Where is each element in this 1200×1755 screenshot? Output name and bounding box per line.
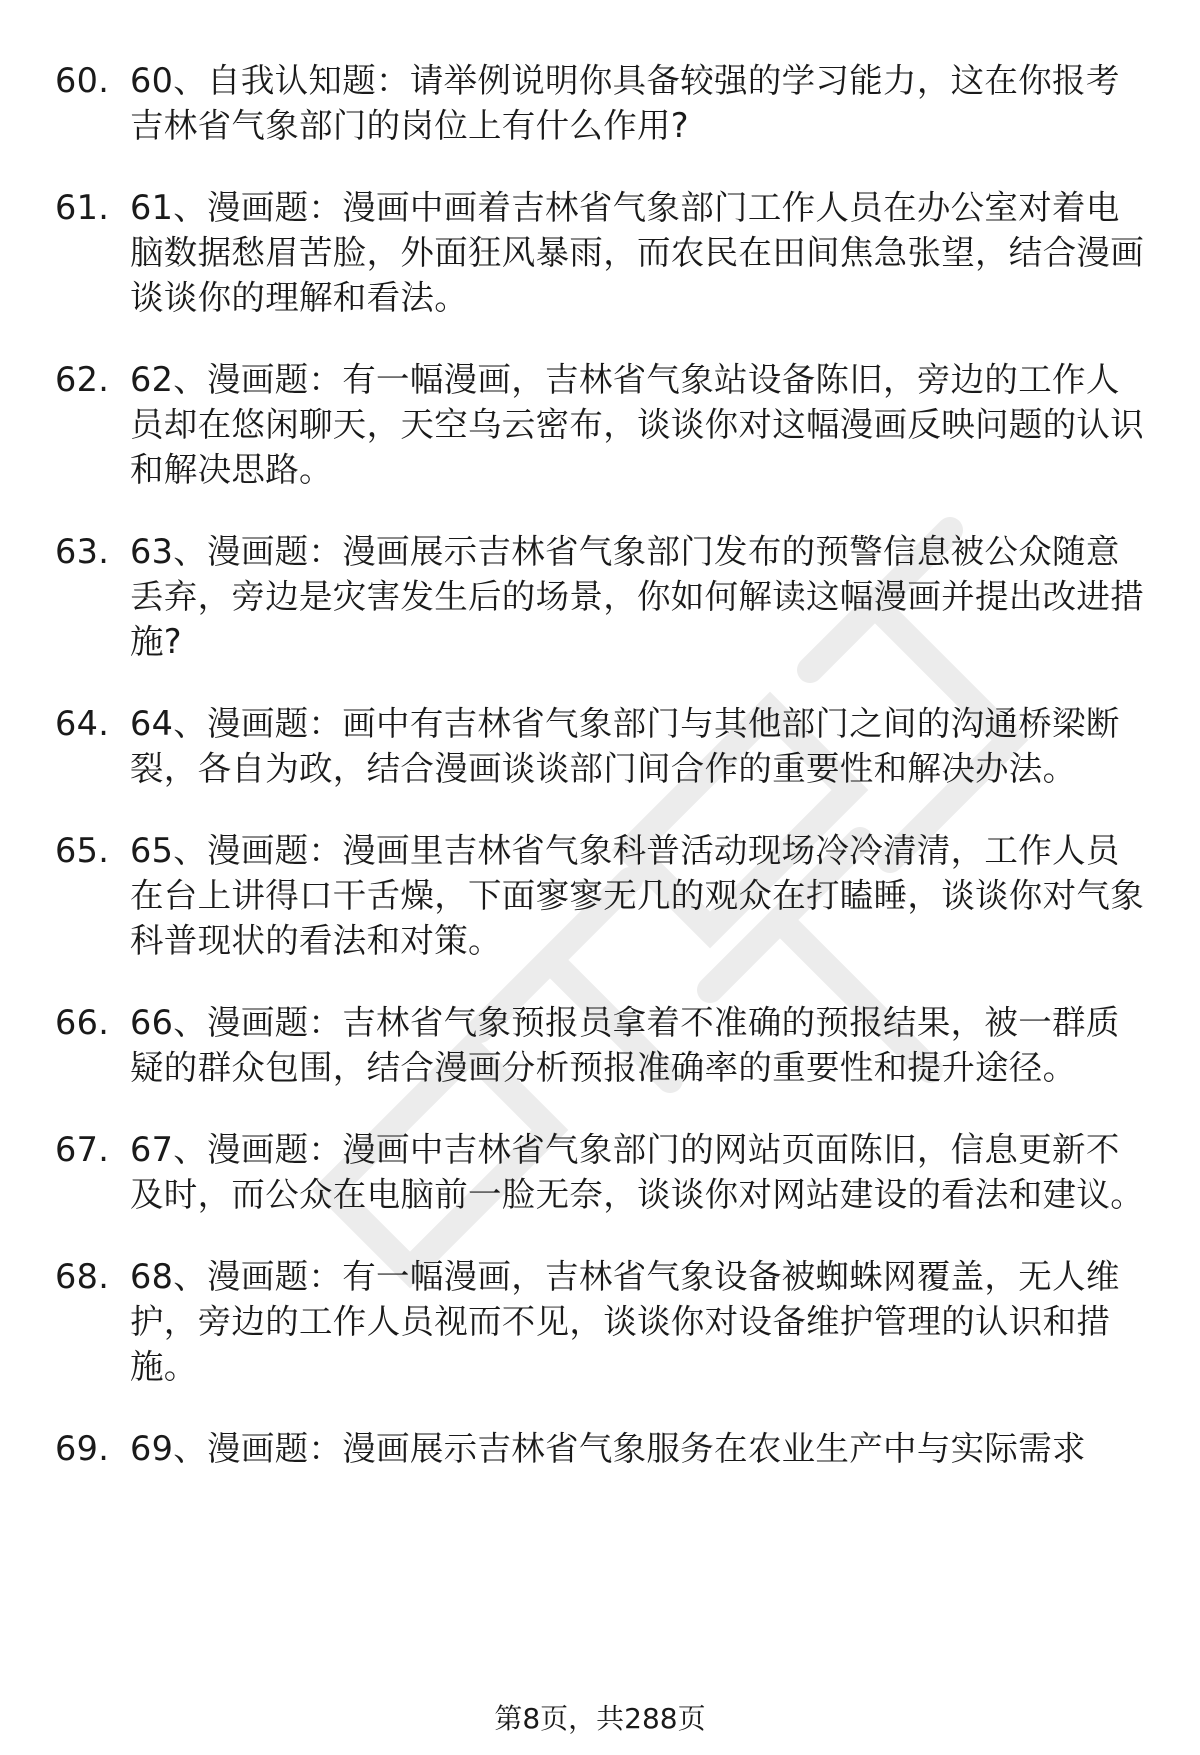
question-text: 62、漫画题：有一幅漫画，吉林省气象站设备陈旧，旁边的工作人员却在悠闲聊天，天空乌云密布，谈谈你对这幅漫画反映问题的认识和解决思路。	[130, 360, 1144, 489]
list-item-number: 64.	[55, 704, 110, 743]
list-item	[55, 1426, 1150, 1471]
list-item-number: 63.	[55, 532, 110, 571]
list-item-number: 68.	[55, 1257, 110, 1296]
list-item	[55, 828, 1150, 963]
list-item	[55, 529, 1150, 664]
question-text: 61、漫画题：漫画中画着吉林省气象部门工作人员在办公室对着电脑数据愁眉苦脸，外面狂风暴雨，而农民在田间焦急张望，结合漫画谈谈你的理解和看法。	[130, 188, 1144, 317]
list-item-number: 67.	[55, 1130, 110, 1169]
question-text: 68、漫画题：有一幅漫画，吉林省气象设备被蜘蛛网覆盖，无人维护，旁边的工作人员视而不见，谈谈你对设备维护管理的认识和措施。	[130, 1257, 1120, 1386]
question-text: 63、漫画题：漫画展示吉林省气象部门发布的预警信息被公众随意丢弃，旁边是灾害发生后的场景，你如何解读这幅漫画并提出改进措施?	[130, 532, 1144, 661]
question-list	[55, 58, 1150, 1508]
list-item	[55, 357, 1150, 492]
list-item-number: 61.	[55, 188, 110, 227]
list-item	[55, 1127, 1150, 1217]
list-item-number: 60.	[55, 61, 110, 100]
list-item	[55, 701, 1150, 791]
question-text: 65、漫画题：漫画里吉林省气象科普活动现场冷冷清清，工作人员在台上讲得口干舌燥，下面寥寥无几的观众在打瞌睡，谈谈你对气象科普现状的看法和对策。	[130, 831, 1144, 960]
list-item	[55, 1254, 1150, 1389]
list-item-number: 62.	[55, 360, 110, 399]
question-text: 69、漫画题：漫画展示吉林省气象服务在农业生产中与实际需求	[130, 1429, 1086, 1468]
question-text: 67、漫画题：漫画中吉林省气象部门的网站页面陈旧，信息更新不及时，而公众在电脑前一脸无奈，谈谈你对网站建设的看法和建议。	[130, 1130, 1144, 1214]
page-footer: 第8页，共288页	[494, 1702, 706, 1735]
list-item-number: 66.	[55, 1003, 110, 1042]
question-text: 64、漫画题：画中有吉林省气象部门与其他部门之间的沟通桥梁断裂，各自为政，结合漫画谈谈部门间合作的重要性和解决办法。	[130, 704, 1120, 788]
question-text: 60、自我认知题：请举例说明你具备较强的学习能力，这在你报考吉林省气象部门的岗位上有什么作用?	[130, 61, 1120, 145]
list-item	[55, 185, 1150, 320]
list-item-number: 65.	[55, 831, 110, 870]
question-text: 66、漫画题：吉林省气象预报员拿着不准确的预报结果，被一群质疑的群众包围，结合漫画分析预报准确率的重要性和提升途径。	[130, 1003, 1120, 1087]
list-item	[55, 1000, 1150, 1090]
list-item-number: 69.	[55, 1429, 110, 1468]
list-item	[55, 58, 1150, 148]
